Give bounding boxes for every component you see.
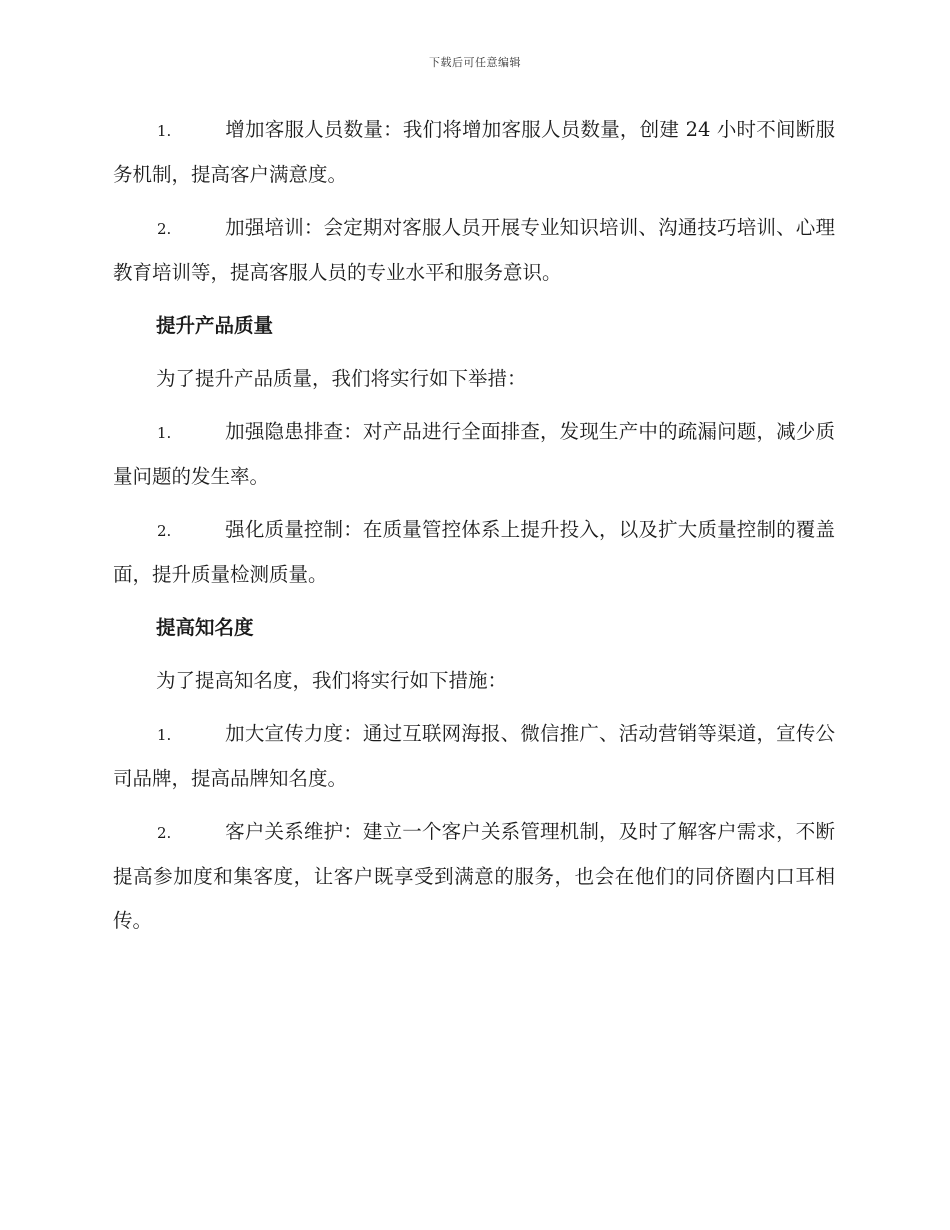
page-header: 下载后可任意编辑 [429, 56, 521, 69]
list-item [113, 108, 835, 197]
list-number: 1. [157, 424, 172, 442]
list-text: 增加客服人员数量：我们将增加客服人员数量，创建 24 小时不间断服务机制，提高客户满意度。 [113, 118, 835, 186]
list-item [113, 410, 835, 499]
list-text: 加大宣传力度：通过互联网海报、微信推广、活动营销等渠道，宣传公司品牌，提高品牌知名度。 [113, 722, 835, 790]
list-number: 2. [157, 220, 172, 238]
list-text: 加强培训：会定期对客服人员开展专业知识培训、沟通技巧培训、心理教育培训等，提高客服人员的专业水平和服务意识。 [113, 216, 835, 284]
list-item [113, 810, 835, 943]
list-number: 1. [157, 726, 172, 744]
list-item [113, 508, 835, 597]
list-number: 2. [157, 824, 172, 842]
list-text: 加强隐患排查：对产品进行全面排查，发现生产中的疏漏问题，减少质量问题的发生率。 [113, 420, 835, 488]
section-heading: 提高知名度 [156, 616, 254, 639]
list-text: 客户关系维护：建立一个客户关系管理机制，及时了解客户需求，不断提高参加度和集客度，让客户既享受到满意的服务，也会在他们的同侪圈内口耳相传。 [113, 820, 835, 932]
list-number: 2. [157, 522, 172, 540]
section-intro: 为了提高知名度，我们将实行如下措施： [156, 669, 508, 692]
list-item [113, 206, 835, 295]
list-text: 强化质量控制：在质量管控体系上提升投入，以及扩大质量控制的覆盖面，提升质量检测质量。 [113, 518, 835, 586]
section-intro: 为了提升产品质量，我们将实行如下举措： [156, 367, 527, 390]
list-number: 1. [157, 122, 172, 140]
document-body [113, 108, 835, 952]
list-item [113, 712, 835, 801]
section-heading: 提升产品质量 [156, 314, 274, 337]
